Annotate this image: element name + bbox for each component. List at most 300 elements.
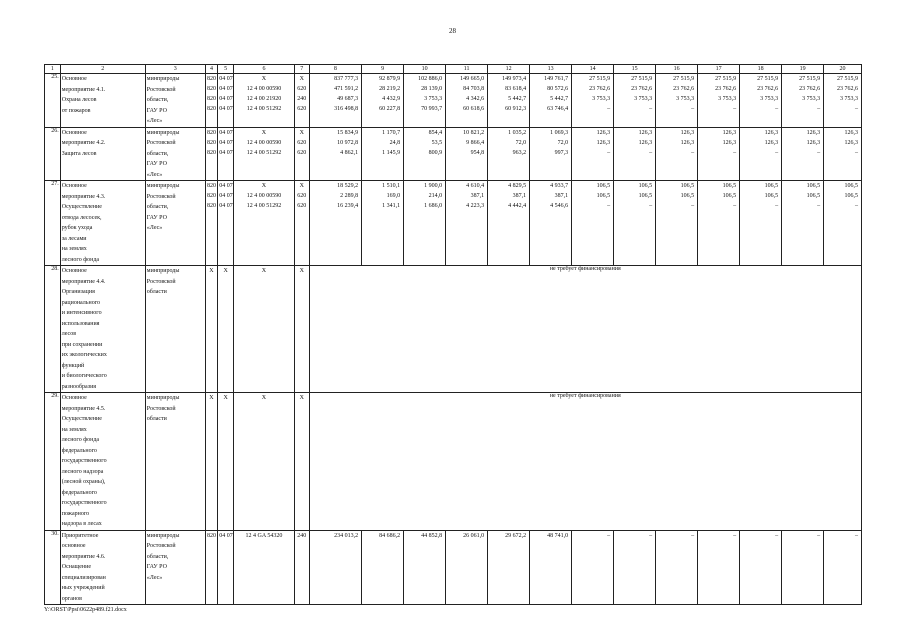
amount-cell xyxy=(446,74,488,128)
amount-value: 106,5 xyxy=(764,183,779,189)
amount-value: 27 515,9 xyxy=(715,76,737,82)
rzpr-value: 04 07 xyxy=(219,106,233,112)
grbs-value: 820 xyxy=(206,76,216,82)
amount-value: – xyxy=(855,203,858,209)
rzpr-value: 04 07 xyxy=(219,183,233,189)
amount-cell xyxy=(656,181,698,266)
executor-line: «Лес» xyxy=(146,171,163,178)
amount-cell xyxy=(614,74,656,128)
amount-value: – xyxy=(733,532,737,539)
amount-value: 106,5 xyxy=(596,193,611,199)
column-header: 2 xyxy=(60,65,145,74)
row-number: 25. xyxy=(45,74,61,128)
column-header: 16 xyxy=(656,65,698,74)
amount-value: – xyxy=(607,149,611,156)
column-header: 20 xyxy=(824,65,862,74)
grbs-value: 820 xyxy=(206,149,216,156)
amount-cell xyxy=(824,181,862,266)
amount-value: – xyxy=(775,106,779,112)
amount-value: 387,1 xyxy=(512,193,527,199)
amount-value: 92 879,9 xyxy=(379,76,401,82)
amount-value: 53,5 xyxy=(431,139,443,146)
vr-cell xyxy=(294,393,309,531)
amount-value: 106,5 xyxy=(596,183,611,189)
csr-cell xyxy=(233,181,294,266)
amount-value: – xyxy=(733,106,737,112)
amount-value: 106,5 xyxy=(764,193,779,199)
amount-value: – xyxy=(607,106,611,112)
amount-cell xyxy=(740,74,782,128)
amount-cell xyxy=(782,127,824,181)
amount-value: 72,0 xyxy=(557,139,569,146)
executor-line: ГАУ РО xyxy=(146,214,167,221)
measure-name-line: отвода лесосек, xyxy=(61,214,102,221)
amount-cell xyxy=(824,530,862,605)
grbs-value: 820 xyxy=(206,193,216,199)
column-header: 4 xyxy=(205,65,218,74)
amount-value: 1 145,9 xyxy=(382,149,401,156)
amount-value: 27 515,9 xyxy=(673,76,695,82)
amount-value: 126,3 xyxy=(764,139,779,146)
amount-value: 83 618,4 xyxy=(505,86,527,92)
grbs-value: X xyxy=(209,395,214,401)
measure-name-line: рубок ухода xyxy=(61,225,93,231)
measure-name-line: лесного фонда xyxy=(61,256,100,263)
amount-value: 106,5 xyxy=(680,183,695,189)
column-header: 11 xyxy=(446,65,488,74)
amount-value: 1 069,3 xyxy=(550,129,569,136)
amount-cell xyxy=(362,530,404,605)
measure-name-line: лесного фонда xyxy=(61,437,100,443)
amount-value: 23 762,6 xyxy=(631,86,653,92)
executor-line: «Лес» xyxy=(146,118,163,124)
amount-value: 4 610,4 xyxy=(466,183,485,189)
executor-cell xyxy=(145,127,205,181)
amount-value: 126,3 xyxy=(844,129,858,136)
amount-value: 149 761,7 xyxy=(544,76,569,82)
amount-value: 106,5 xyxy=(638,183,653,189)
grbs-value: 820 xyxy=(206,183,216,189)
executor-line: Ростовской xyxy=(146,543,176,549)
measure-name-line: их экологических xyxy=(61,352,107,358)
rzpr-cell xyxy=(218,266,234,393)
column-header: 12 xyxy=(488,65,530,74)
amount-cell xyxy=(309,127,362,181)
amount-value: 126,3 xyxy=(596,129,611,136)
amount-value: 4 342,6 xyxy=(466,96,485,102)
vr-value: X xyxy=(299,183,304,189)
csr-value: 12 4 00 00590 xyxy=(246,139,282,146)
executor-line: области, xyxy=(146,97,169,103)
amount-cell xyxy=(404,127,446,181)
amount-value: 84 703,8 xyxy=(463,86,485,92)
amount-value: 23 762,6 xyxy=(715,86,737,92)
amount-value: 23 762,6 xyxy=(837,86,858,92)
row-number: 29. xyxy=(45,393,61,531)
executor-line: Ростовской xyxy=(146,193,176,200)
amount-cell xyxy=(824,74,862,128)
amount-value: 29 672,2 xyxy=(505,532,527,539)
amount-value: 4 432,9 xyxy=(382,96,401,102)
amount-cell xyxy=(309,74,362,128)
executor-line: «Лес» xyxy=(146,225,163,231)
executor-line: области, xyxy=(146,150,169,157)
amount-value: 126,3 xyxy=(722,139,737,146)
csr-value: 12 4 00 51292 xyxy=(246,149,282,156)
amount-cell xyxy=(572,127,614,181)
grbs-value: 820 xyxy=(206,129,216,136)
csr-value: X xyxy=(261,129,267,136)
rzpr-value: X xyxy=(223,395,228,401)
table-row xyxy=(45,266,862,393)
amount-value: 126,3 xyxy=(638,129,653,136)
grbs-value: 820 xyxy=(206,96,216,102)
executor-line: минприроды xyxy=(146,268,180,274)
csr-cell xyxy=(233,127,294,181)
amount-value: 126,3 xyxy=(764,129,779,136)
measure-name-line: на землях xyxy=(61,426,87,433)
amount-value: 24,8 xyxy=(389,139,401,146)
amount-cell xyxy=(488,530,530,605)
amount-cell xyxy=(572,530,614,605)
grbs-cell xyxy=(205,266,218,393)
amount-cell xyxy=(530,181,572,266)
amount-cell xyxy=(614,127,656,181)
budget-table xyxy=(44,64,862,605)
table-row xyxy=(45,74,862,128)
amount-cell xyxy=(698,74,740,128)
amount-value: 60 912,3 xyxy=(505,106,527,112)
amount-value: – xyxy=(817,203,821,209)
amount-value: 1 035,2 xyxy=(508,129,527,136)
amount-cell xyxy=(572,181,614,266)
executor-line: «Лес» xyxy=(146,574,163,581)
executor-line: минприроды xyxy=(146,532,180,539)
amount-value: 10 821,2 xyxy=(463,129,485,136)
measure-name-line: государственного xyxy=(61,458,107,464)
amount-value: – xyxy=(817,106,821,112)
table-row xyxy=(45,181,862,266)
executor-cell xyxy=(145,266,205,393)
amount-value: 126,3 xyxy=(806,139,821,146)
csr-cell xyxy=(233,266,294,393)
grbs-cell xyxy=(205,181,218,266)
amount-cell xyxy=(656,74,698,128)
rzpr-cell xyxy=(218,181,234,266)
measure-name-line: от пожаров xyxy=(61,107,91,114)
amount-cell xyxy=(614,530,656,605)
amount-cell xyxy=(824,127,862,181)
amount-value: 15 834,9 xyxy=(337,129,359,136)
amount-cell xyxy=(572,74,614,128)
column-header: 1 xyxy=(45,65,61,74)
vr-value: X xyxy=(299,76,304,82)
amount-value: 106,5 xyxy=(806,193,821,199)
amount-cell xyxy=(782,181,824,266)
amount-value: 997,3 xyxy=(554,149,569,156)
amount-value: 4 223,3 xyxy=(466,203,485,209)
amount-value: 106,5 xyxy=(638,193,653,199)
amount-value: – xyxy=(691,149,695,156)
amount-value: – xyxy=(649,149,653,156)
measure-name-line: Осуществление xyxy=(61,416,102,422)
grbs-value: 820 xyxy=(206,203,216,209)
amount-value: – xyxy=(649,106,653,112)
csr-value: X xyxy=(261,395,267,401)
amount-value: 1 510,1 xyxy=(382,183,401,189)
csr-value: X xyxy=(261,268,267,274)
grbs-value: 820 xyxy=(206,106,216,112)
row-number: 27. xyxy=(45,181,61,266)
amount-value: – xyxy=(691,532,695,539)
amount-value: 3 753,3 xyxy=(802,96,821,102)
amount-value: 387,1 xyxy=(470,193,485,199)
vr-value: 620 xyxy=(297,139,307,146)
measure-name-line: функций xyxy=(61,362,85,369)
vr-cell xyxy=(294,74,309,128)
csr-value: 12 4 GA 54320 xyxy=(245,532,283,539)
amount-cell xyxy=(404,74,446,128)
amount-cell xyxy=(656,530,698,605)
amount-value: 214,0 xyxy=(428,193,443,199)
amount-value: 1 900,0 xyxy=(424,183,443,189)
measure-name-line: органов xyxy=(61,595,82,602)
vr-cell xyxy=(294,127,309,181)
amount-cell xyxy=(488,74,530,128)
amount-value: 126,3 xyxy=(680,129,695,136)
amount-value: 27 515,9 xyxy=(631,76,653,82)
amount-cell xyxy=(740,127,782,181)
executor-line: области xyxy=(146,416,167,422)
amount-value: – xyxy=(855,106,858,112)
amount-value: 102 886,0 xyxy=(418,76,443,82)
amount-value: 963,2 xyxy=(512,149,527,156)
table-row xyxy=(45,127,862,181)
vr-cell xyxy=(294,181,309,266)
amount-value: – xyxy=(607,203,611,209)
executor-line: минприроды xyxy=(146,129,180,136)
executor-line: Ростовской xyxy=(146,278,176,285)
amount-value: 3 753,3 xyxy=(592,96,611,102)
amount-value: 4 829,5 xyxy=(508,183,527,189)
amount-value: 27 515,9 xyxy=(757,76,779,82)
amount-cell xyxy=(698,181,740,266)
amount-value: 106,5 xyxy=(844,183,858,189)
grbs-value: 820 xyxy=(206,86,216,92)
measure-name-line: мероприятие 4.5. xyxy=(61,405,106,412)
csr-cell xyxy=(233,530,294,605)
csr-cell xyxy=(233,393,294,531)
csr-value: 12 4 00 00590 xyxy=(246,86,282,92)
amount-cell xyxy=(362,181,404,266)
vr-cell xyxy=(294,266,309,393)
measure-name-cell xyxy=(60,127,145,181)
measure-name-line: лесного надзора xyxy=(61,468,104,475)
csr-value: 12 4 00 21920 xyxy=(246,96,282,102)
measure-name-line: ных учреждений xyxy=(61,585,105,591)
column-header: 14 xyxy=(572,65,614,74)
grbs-cell xyxy=(205,530,218,605)
table-body xyxy=(45,74,862,605)
rzpr-cell xyxy=(218,127,234,181)
executor-line: ГАУ РО xyxy=(146,564,167,570)
amount-value: 23 762,6 xyxy=(673,86,695,92)
measure-name-line: мероприятие 4.2. xyxy=(61,140,106,146)
column-header: 13 xyxy=(530,65,572,74)
rzpr-value: 04 07 xyxy=(219,129,233,136)
rzpr-value: 04 07 xyxy=(219,149,233,156)
amount-value: 23 762,6 xyxy=(589,86,611,92)
amount-value: 4 442,4 xyxy=(508,203,527,209)
amount-value: 28 219,2 xyxy=(379,86,401,92)
rzpr-value: 04 07 xyxy=(219,139,233,146)
executor-line: минприроды xyxy=(146,395,180,401)
amount-value: 3 753,3 xyxy=(424,96,443,102)
measure-name-line: Защита лесов xyxy=(61,150,97,157)
executor-line: минприроды xyxy=(146,183,180,189)
amount-cell xyxy=(698,127,740,181)
grbs-value: 820 xyxy=(206,532,216,539)
csr-value: X xyxy=(261,183,267,189)
amount-value: – xyxy=(775,203,779,209)
rzpr-value: 04 07 xyxy=(219,96,233,102)
amount-value: 27 515,9 xyxy=(837,76,858,82)
amount-value: – xyxy=(775,532,779,539)
measure-name-line: и биологического xyxy=(61,373,107,379)
amount-value: 28 139,0 xyxy=(421,86,443,92)
executor-cell xyxy=(145,181,205,266)
amount-value: 126,3 xyxy=(844,139,858,146)
amount-value: 26 061,0 xyxy=(463,532,485,539)
rzpr-cell xyxy=(218,530,234,605)
column-header: 3 xyxy=(145,65,205,74)
vr-cell xyxy=(294,530,309,605)
rzpr-value: X xyxy=(223,268,228,274)
no-funding-note: не требует финансирования xyxy=(309,393,861,531)
measure-name-line: разнообразия xyxy=(61,383,97,390)
executor-line: области xyxy=(146,289,167,295)
column-header: 18 xyxy=(740,65,782,74)
amount-cell xyxy=(309,530,362,605)
amount-value: 106,5 xyxy=(680,193,695,199)
amount-value: – xyxy=(691,106,695,112)
amount-cell xyxy=(446,127,488,181)
csr-value: 12 4 00 00590 xyxy=(246,193,282,199)
amount-value: 63 746,4 xyxy=(547,106,569,112)
measure-name-line: пожарного xyxy=(61,510,90,517)
measure-name-line: Осуществление xyxy=(61,204,102,210)
amount-value: 4 546,6 xyxy=(550,203,569,209)
column-header: 19 xyxy=(782,65,824,74)
measure-name-line: за лесами xyxy=(61,235,87,242)
amount-value: – xyxy=(607,532,611,539)
amount-cell xyxy=(488,181,530,266)
amount-value: 126,3 xyxy=(680,139,695,146)
amount-value: – xyxy=(733,149,737,156)
measure-name-line: мероприятие 4.3. xyxy=(61,193,106,200)
csr-value: 12 4 00 51292 xyxy=(246,203,282,209)
column-header: 17 xyxy=(698,65,740,74)
amount-cell xyxy=(698,530,740,605)
amount-value: 27 515,9 xyxy=(589,76,611,82)
column-header: 10 xyxy=(404,65,446,74)
grbs-value: X xyxy=(209,268,214,274)
vr-value: 620 xyxy=(297,203,307,209)
row-number: 26. xyxy=(45,127,61,181)
amount-value: 126,3 xyxy=(596,139,611,146)
vr-value: X xyxy=(299,395,304,401)
amount-value: 48 741,0 xyxy=(547,532,569,539)
amount-value: 106,5 xyxy=(722,193,737,199)
amount-value: – xyxy=(855,149,858,156)
amount-value: – xyxy=(649,203,653,209)
amount-value: – xyxy=(775,149,779,156)
amount-value: 60 227,8 xyxy=(379,106,401,112)
amount-value: 1 686,0 xyxy=(424,203,443,209)
measure-name-line: государственного xyxy=(61,500,107,506)
amount-cell xyxy=(782,74,824,128)
rzpr-value: 04 07 xyxy=(219,203,233,209)
measure-name-cell xyxy=(60,181,145,266)
amount-cell xyxy=(740,530,782,605)
amount-value: 126,3 xyxy=(722,129,737,136)
rzpr-value: 04 07 xyxy=(219,76,233,82)
vr-value: 620 xyxy=(297,193,307,199)
measure-name-line: Оснащение xyxy=(61,564,91,570)
amount-value: 1 170,7 xyxy=(382,129,401,136)
amount-value: 169,0 xyxy=(386,193,401,199)
page-number: 28 xyxy=(449,27,456,35)
amount-value: 4 933,7 xyxy=(550,183,569,189)
vr-value: X xyxy=(299,268,304,274)
measure-name-line: Основное xyxy=(61,76,87,82)
measure-name-line: мероприятие 4.1. xyxy=(61,86,106,93)
amount-cell xyxy=(782,530,824,605)
amount-cell xyxy=(404,530,446,605)
column-header: 7 xyxy=(294,65,309,74)
amount-value: 5 442,7 xyxy=(508,96,527,102)
executor-line: Ростовской xyxy=(146,140,176,146)
measure-name-line: и интенсивного xyxy=(61,310,102,316)
executor-cell xyxy=(145,530,205,605)
grbs-cell xyxy=(205,74,218,128)
amount-value: – xyxy=(649,532,653,539)
amount-value: 60 618,6 xyxy=(463,106,485,112)
measure-name-line: основное xyxy=(61,543,86,549)
file-path-footer: Y:\ORST\Ppsi\0622p489.f21.docx xyxy=(44,607,127,613)
measure-name-line: (лесной охраны), xyxy=(61,479,106,485)
executor-line: Ростовской xyxy=(146,86,176,93)
amount-value: 9 866,4 xyxy=(466,139,485,146)
no-funding-note: не требует финансирования xyxy=(309,266,861,393)
amount-value: 44 852,8 xyxy=(421,532,443,539)
header-row xyxy=(45,65,862,74)
table-row xyxy=(45,530,862,605)
grbs-cell xyxy=(205,127,218,181)
executor-line: области, xyxy=(146,204,169,210)
amount-value: 149 973,4 xyxy=(502,76,527,82)
measure-name-line: Основное xyxy=(61,129,87,136)
column-header: 6 xyxy=(233,65,294,74)
measure-name-cell xyxy=(60,266,145,393)
amount-cell xyxy=(740,181,782,266)
amount-cell xyxy=(530,74,572,128)
amount-value: – xyxy=(817,532,821,539)
amount-value: 4 862,1 xyxy=(340,149,359,156)
measure-name-line: Приоритетное xyxy=(61,532,99,539)
amount-value: 84 686,2 xyxy=(379,532,401,539)
measure-name-line: федерального xyxy=(61,489,97,496)
